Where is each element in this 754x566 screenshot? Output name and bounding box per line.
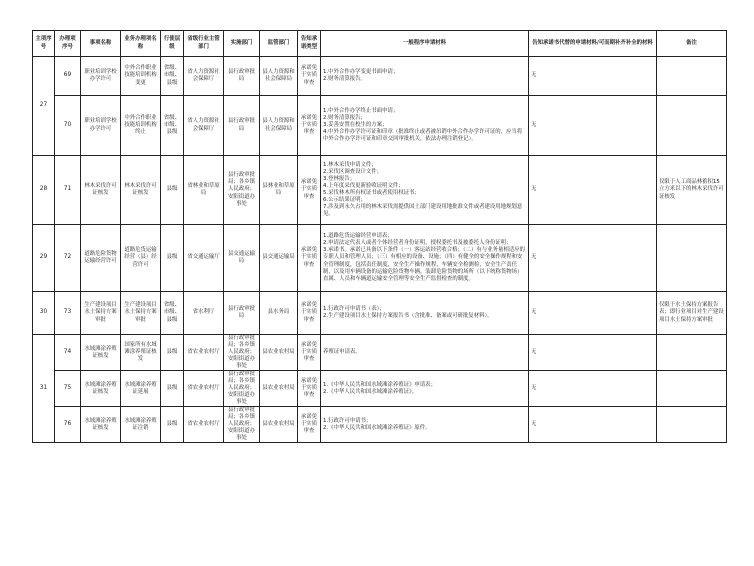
item-name-cell: 水域滩涂养殖证核发 (81, 371, 121, 407)
main-no-cell: 29 (33, 225, 55, 292)
main-no-cell: 27 (33, 57, 55, 156)
header-prov-dept: 省级行业主管部门 (184, 31, 224, 57)
item-name-cell: 林木采伐许可证核发 (81, 156, 121, 225)
main-no-cell: 30 (33, 292, 55, 335)
material-line: 5.采伐林木所有权证书或者使用权证书； (323, 190, 420, 196)
material-line: 2.申请法定代表人或者个体经营者身份证明，授权委托书及被委托人身份证明； (323, 240, 512, 247)
impl-dept-cell: 县行政审批局；各乡镇人民政府；安阳街道办事处 (224, 371, 260, 407)
material-line: 2.财务清算报告。 (323, 76, 366, 82)
prov-dept-cell: 省人力资源社会保障厅 (184, 57, 224, 96)
material-line: 1.林木采伐申请文件； (323, 161, 377, 168)
item-no-cell: 74 (55, 335, 81, 371)
header-row (33, 31, 727, 57)
type-cell: 承诺免于实质审查 (298, 96, 321, 156)
header-remark: 备注 (657, 31, 727, 57)
replace-cell: 无 (529, 407, 657, 443)
table-row (33, 156, 727, 225)
impl-dept-cell: 县行政审批局 (224, 96, 260, 156)
header-sub-name: 业务办理项名称 (121, 31, 161, 57)
prov-dept-cell: 省林业和草原局 (184, 156, 224, 225)
sup-dept-cell: 县农业农村局 (260, 335, 298, 371)
level-cell: 县级 (161, 335, 184, 371)
replace-cell: 无 (529, 57, 657, 96)
level-cell: 县级 (161, 371, 184, 407)
header-impl-dept: 实施部门 (224, 31, 260, 57)
material-line: 3.妥善安置在校生的方案； (323, 121, 388, 128)
level-cell: 省级、市级、县级 (161, 57, 184, 96)
header-item-no: 办理项序号 (55, 31, 81, 57)
sub-name-cell: 林木采伐许可证核发 (121, 156, 161, 225)
sub-name-cell: 国家所有水域滩涂养殖证核发 (121, 335, 161, 371)
sup-dept-cell: 县农业农村局 (260, 407, 298, 443)
impl-dept-cell: 县行政审批局；各乡镇人民政府；安阳街道办事处 (224, 335, 260, 371)
license-items-table (32, 30, 727, 443)
prov-dept-cell: 省水利厅 (184, 292, 224, 335)
remark-cell (657, 371, 727, 407)
type-cell: 承诺免于实质审查 (298, 292, 321, 335)
remark-cell: 仅限于水土保持方案报告表；即行业项目对生产建设项目水土保持方案审批 (657, 292, 727, 335)
sub-name-cell: 中外合作职业技能培训机构变更 (121, 57, 161, 96)
material-line: 3.登林报告； (323, 175, 356, 182)
sub-name-cell: 水域滩涂养殖证注销 (121, 407, 161, 443)
table-body (33, 57, 727, 443)
impl-dept-cell: 县行政审批局 (224, 57, 260, 96)
replace-cell: 无 (529, 96, 657, 156)
sup-dept-cell: 县人力资源和社会保障局 (260, 96, 298, 156)
item-no-cell: 70 (55, 96, 81, 156)
item-no-cell: 69 (55, 57, 81, 96)
item-no-cell: 73 (55, 292, 81, 335)
material-line: 7.涉及到永久占用的林木采伐需提供国土部门建设用地批准文件或者建设用地规划意见。 (323, 204, 523, 218)
header-materials: 一般程序申请材料 (321, 31, 529, 57)
material-line: 2.生产建设项目水土保持方案报告书（含批准、备案或可研批复材料）。 (323, 313, 493, 319)
main-no-cell: 31 (33, 335, 55, 443)
item-no-cell: 71 (55, 156, 81, 225)
sup-dept-cell: 县林业和草原局 (260, 156, 298, 225)
prov-dept-cell: 省农业农村厅 (184, 335, 224, 371)
materials-cell (321, 407, 529, 443)
materials-cell (321, 371, 529, 407)
table-row (33, 225, 727, 292)
item-no-cell: 76 (55, 407, 81, 443)
header-level: 行使层级 (161, 31, 184, 57)
level-cell: 县级 (161, 156, 184, 225)
table-row (33, 407, 727, 443)
materials-cell (321, 156, 529, 225)
header-main-no: 主项序号 (33, 31, 55, 57)
impl-dept-cell: 县行政审批局；各乡镇人民政府；安阳街道办事处 (224, 156, 260, 225)
material-line: 2.财务清算报告； (323, 114, 366, 121)
materials-cell (321, 57, 529, 96)
header-item-name: 事项名称 (81, 31, 121, 57)
level-cell: 县级 (161, 407, 184, 443)
item-name-cell: 职业培训学校办学许可 (81, 57, 121, 96)
material-line: 2.《中华人民共和国水域滩涂养殖证》原件。 (323, 424, 431, 431)
material-line: 3.承诺书。承诺已具备以下条件（一）客运站经营收合格；（二）有与业务量相适应的专职人员和管理人员；（三）有相应的设备、设施；（四）有健全的安全操作规程和安全管理制度，包括责任制度，安全生产操作规程，车辆安全检测检，安全生产责任制，以及用车辆设备的运输危险货物车辆，装卸危险货物的场所（以下统称货物场）直属、人员和车辆道运输安全管理等安全生产监督检查的制度。 (323, 247, 525, 282)
level-cell: 省级、市级、县级 (161, 96, 184, 156)
table-row (33, 96, 727, 156)
material-line: 1.《中华人民共和国水域滩涂养殖证》申请表； (323, 381, 436, 388)
item-name-cell: 生产建设项目水土保持方案审批 (81, 292, 121, 335)
sub-name-cell: 中外合作职业技能培训机构终止 (121, 96, 161, 156)
materials-cell (321, 292, 529, 335)
main-no-cell: 28 (33, 156, 55, 225)
prov-dept-cell: 省农业农村厅 (184, 407, 224, 443)
sub-name-cell: 道路危货运输经营（县）经营许可 (121, 225, 161, 292)
remark-cell (657, 407, 727, 443)
header-sup-dept: 监管部门 (260, 31, 298, 57)
item-no-cell: 75 (55, 371, 81, 407)
header-replace: 告知承诺书代替的申请材料/可而期补齐补全的材料 (529, 31, 657, 57)
replace-cell: 无 (529, 335, 657, 371)
material-line: 6.公示结果证明； (323, 197, 366, 204)
material-line: 4.上年度采伐更新验收证明文件； (323, 182, 404, 189)
sub-name-cell: 生产建设项目水土保持方案审批 (121, 292, 161, 335)
remark-cell (657, 57, 727, 96)
material-line: 2.《中华人民共和国水域滩涂养殖证》。 (323, 388, 418, 395)
material-line: 2.采伐区调查设计文件； (323, 168, 383, 175)
type-cell: 承诺免于实质审查 (298, 57, 321, 96)
prov-dept-cell: 省农业农村厅 (184, 371, 224, 407)
replace-cell: 无 (529, 225, 657, 292)
type-cell: 承诺免于实质审查 (298, 407, 321, 443)
type-cell: 承诺免于实质审查 (298, 225, 321, 292)
type-cell: 承诺免于实质审查 (298, 371, 321, 407)
material-line: 1.行政许可申请书； (323, 417, 372, 424)
material-line: 1.行政许可申请书（表）； (323, 305, 385, 312)
sup-dept-cell: 县农业农村局 (260, 371, 298, 407)
item-name-cell: 职业培训学校办学许可 (81, 96, 121, 156)
sup-dept-cell: 县人力资源和社会保障局 (260, 57, 298, 96)
material-line: 4.中外合作办学许可证和印章（批准终止或者被吊销中外合作办学许可证的，应当将中外合作办学许可证和印章交回审批机关，依法办理注销登记）。 (323, 129, 523, 143)
header-type: 告知承诺类型 (298, 31, 321, 57)
material-line: 养殖证申请表。 (323, 349, 361, 356)
prov-dept-cell: 省人力资源社会保障厅 (184, 96, 224, 156)
impl-dept-cell: 县行政审批局 (224, 292, 260, 335)
type-cell: 承诺免于实质审查 (298, 335, 321, 371)
material-line: 1.中外合作办学变更书面申请； (323, 68, 399, 75)
materials-cell (321, 96, 529, 156)
remark-cell (657, 225, 727, 292)
sup-dept-cell: 县交通运输局 (260, 225, 298, 292)
table-row (33, 371, 727, 407)
remark-cell (657, 96, 727, 156)
sub-name-cell: 水域滩涂养殖证延展 (121, 371, 161, 407)
sup-dept-cell: 县水务局 (260, 292, 298, 335)
table-row (33, 292, 727, 335)
item-name-cell: 水域滩涂养殖证核发 (81, 407, 121, 443)
prov-dept-cell: 省交通运输厅 (184, 225, 224, 292)
remark-cell (657, 335, 727, 371)
item-no-cell: 72 (55, 225, 81, 292)
material-line: 1.中外合作办学终止书面申请； (323, 107, 399, 114)
table-row (33, 335, 727, 371)
replace-cell: 无 (529, 371, 657, 407)
item-name-cell: 道路危险货物运输经营许可 (81, 225, 121, 292)
table-row (33, 57, 727, 96)
replace-cell: 无 (529, 292, 657, 335)
replace-cell: 无 (529, 156, 657, 225)
document-table-container (32, 30, 726, 443)
impl-dept-cell: 县交通运输局 (224, 225, 260, 292)
type-cell: 承诺免于实质审查 (298, 156, 321, 225)
level-cell: 县级 (161, 225, 184, 292)
impl-dept-cell: 县行政审批局；各乡镇人民政府；安阳街道办事处 (224, 407, 260, 443)
materials-cell (321, 225, 529, 292)
item-name-cell: 水域滩涂养殖证核发 (81, 335, 121, 371)
remark-cell: 仅限于人工商品林蓄积15立方米以下的林木采伐许可证核发 (657, 156, 727, 225)
level-cell: 省级、市级、县级 (161, 292, 184, 335)
material-line: 1.道路危货运输经营申请表； (323, 233, 393, 240)
materials-cell (321, 335, 529, 371)
